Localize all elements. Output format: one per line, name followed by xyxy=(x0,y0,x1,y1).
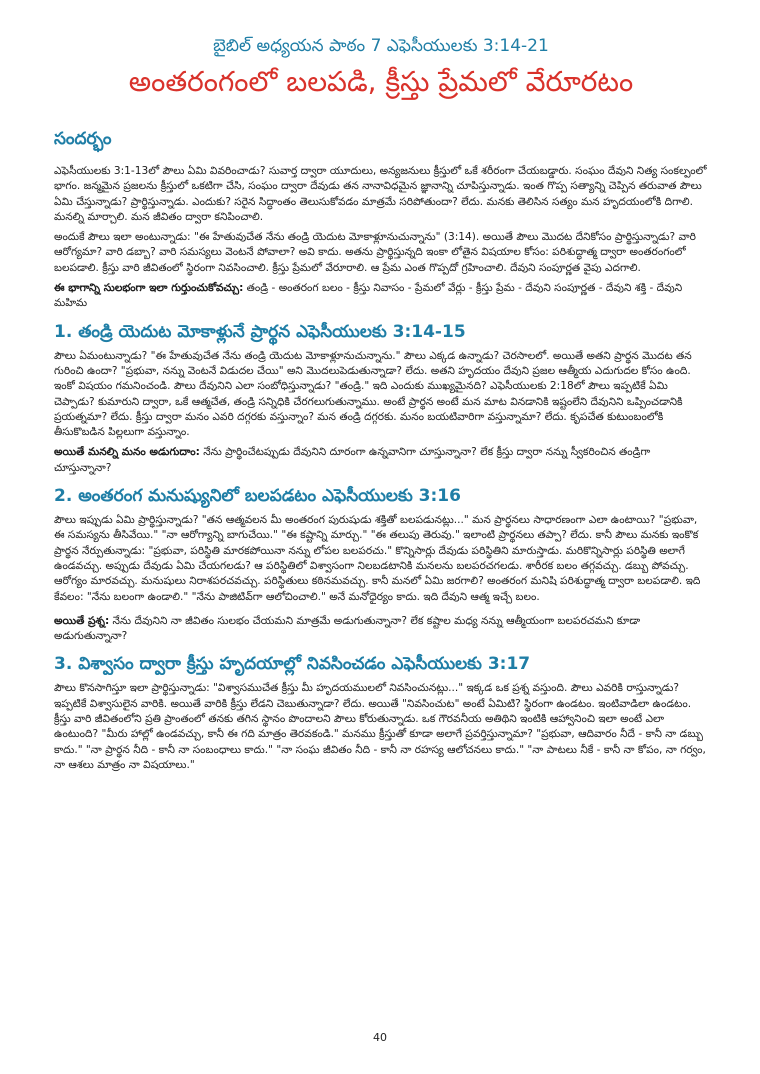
context-paragraph-2: అందుకే పౌలు ఇలా అంటున్నాడు: "ఈ హేతువుచేత నేను తండ్రి యెదుట మోకాళ్లూనుచున్నాను" (3:14). అయితే పౌలు మొదట దేనికోసం ప్రార్థిస్తున్నాడు? వారి ఆరోగ్యమా? వారి డబ్బా? వారి సమస్యలు వెంటనే పోవాలా? అవి కాదు. అతను ప్రార్థిస్తున్నది ఇంకా లోతైన విషయాల కోసం: పరిశుద్ధాత్మ ద్వారా అంతరంగంలో బలపడాలి. క్రీస్తు వారి జీవితంలో స్థిరంగా నివసించాలి. క్రీస్తు ప్రేమలో వేరూరాలి. ఆ ప్రేమ ఎంత గొప్పదో గ్రహించాలి. దేవుని సంపూర్ణత వైపు ఎదగాలి. xyxy=(54,231,696,274)
summary-text: తండ్రి - అంతరంగ బలం - క్రీస్తు నివాసం - ప్రేమలో వేర్లు - క్రీస్తు ప్రేమ - దేవుని సంపూర్ణత - దేవుని శక్తి - దేవుని మహిమ xyxy=(54,282,683,310)
context-summary xyxy=(54,281,708,312)
lesson-title: అంతరంగంలో బలపడి, క్రీస్తు ప్రేమలో వేరూరటం xyxy=(128,65,634,98)
section-1-heading: 1. తండ్రి యెదుట మోకాళ్లునే ప్రార్థన ఎఫెసీయులకు 3:14-15 xyxy=(54,321,466,342)
question-label: అయితే మనల్ని మనం అడుగుదాం: xyxy=(54,446,200,459)
question-label: అయితే ప్రశ్న: xyxy=(54,614,110,627)
section-1 xyxy=(54,321,708,476)
context-section xyxy=(54,128,708,312)
section-3-heading: 3. విశ్వాసం ద్వారా క్రీస్తు హృదయాల్లో నివసించడం ఎఫెసీయులకు 3:17 xyxy=(54,654,531,675)
lesson-subtitle: బైబిల్ అధ్యయన పాఠం 7 ఎఫెసీయులకు 3:14-21 xyxy=(213,36,549,56)
section-2-heading: 2. అంతరంగ మనుష్యునిలో బలపడటం ఎఫెసీయులకు 3:16 xyxy=(54,486,461,507)
section-3 xyxy=(54,653,708,773)
section-3-paragraph-1: పౌలు కొనసాగిస్తూ ఇలా ప్రార్థిస్తున్నాడు: "విశ్వాసముచేత క్రీస్తు మీ హృదయములలో నివసించునట్లు..." ఇక్కడ ఒక ప్రశ్న వస్తుంది. పౌలు ఎవరికి రాస్తున్నాడు? ఇప్పటికే విశ్వాసులైన వారికి. అయితే వారికి క్రీస్తు లేడని చెబుతున్నాడా? లేదు. అయితే "నివసించుట" అంటే ఏమిటి? స్థిరంగా ఉండటం. ఇంటివాడిలా ఉండటం. క్రీస్తు వారి జీవితంలోని ప్రతి ప్రాంతంలో తనకు తగిన స్థానం పొందాలని పౌలు కోరుతున్నాడు. ఒక గౌరవనీయ అతిథిని ఇంటికి ఆహ్వానించి ఇలా అంటే ఎలా ఉంటుంది? "మీరు హాల్లో ఉండవచ్చు, కానీ ఈ గది మాత్రం తెరవకండి." మనము క్రీస్తుతో కూడా అలాగే ప్రవర్తిస్తున్నామా? "ప్రభువా, ఆదివారం నీదే - కానీ నా డబ్బు కాదు." "నా ప్రార్థన నీది - కానీ నా సంబంధాలు కాదు." "నా సంఘ జీవితం నీది - కానీ నా రహస్య ఆలోచనలు కాదు." "నా పాటలు నీకే - కానీ నా కోపం, నా గర్వం, నా ఆశలు మాత్రం నా విషయాలు." xyxy=(54,682,706,771)
section-1-paragraph-1: పౌలు ఏమంటున్నాడు? "ఈ హేతువుచేత నేను తండ్రి యెదుట మోకాళ్లూనుచున్నాను." పౌలు ఎక్కడ ఉన్నాడు? చెరసాలలో. అయితే అతని ప్రార్థన మొదట తన గురించి ఉందా? "ప్రభువా, నన్ను వెంటనే విడుదల చేయి" అని మొదలుపెడుతున్నాడా? లేదు. అతని హృదయం దేవుని ప్రజల ఆత్మీయ ఎదుగుదల కోసం ఉంది. ఇంకో విషయం గమనించండి. పౌలు దేవునిని ఎలా సంబోధిస్తున్నాడు? "తండ్రి." ఇది ఎందుకు ముఖ్యమైనది? ఎఫెసీయులకు 2:18లో పౌలు ఇప్పటికే ఏమి చెప్పాడు? కుమారుని ద్వారా, ఒకే ఆత్మచేత, తండ్రి సన్నిధికి చేరగలుగుతున్నాము. అంటే ప్రార్థన అంటే మన మాట వినడానికి ఇష్టంలేని దేవునిని ఒప్పించడానికి ప్రయత్నమా? లేదు. క్రీస్తు ద్వారా మనం ఎవరి దగ్గరకు వస్తున్నాం? మన తండ్రి దగ్గరకు. మనం బయటివారిగా వస్తున్నామా? లేదు. కృపచేత కుటుంబంలోకి తీసుకొబడిన పిల్లలుగా వస్తున్నాం. xyxy=(54,349,692,439)
context-heading: సందర్భం xyxy=(54,129,112,149)
question-text: నేను దేవునిని నా జీవితం సులభం చేయమని మాత్రమే అడుగుతున్నానా? లేక కష్టాల మధ్య నన్ను ఆత్మీయంగా బలపరచమని కూడా అడుగుతున్నానా? xyxy=(54,614,641,643)
page-number: 40 xyxy=(373,1031,387,1044)
question-text: నేను ప్రార్థించేటప్పుడు దేవునిని దూరంగా ఉన్నవానిగా చూస్తున్నానా? లేక క్రీస్తు ద్వారా నన్ను స్వీకరించిన తండ్రిగా చూస్తున్నానా? xyxy=(54,446,651,474)
summary-label: ఈ భాగాన్ని సులభంగా ఇలా గుర్తుంచుకోవచ్చు: xyxy=(54,282,244,295)
section-2 xyxy=(54,485,708,644)
context-paragraph-1: ఎఫెసీయులకు 3:1-13లో పౌలు ఏమి వివరించాడు? సువార్త ద్వారా యూదులు, అన్యజనులు క్రీస్తులో ఒకే శరీరంగా చేయబడ్డారు. సంఘం దేవుని నిత్య సంకల్పంలో భాగం. జన్మమైన ప్రజలను క్రీస్తులో ఒకటిగా చేసి, సంఘం ద్వారా దేవుడు తన నానావిధమైన జ్ఞానాన్ని చూపిస్తున్నాడు. ఇంత గొప్ప సత్యాన్ని చెప్పిన తరువాత పౌలు ఏమి చేస్తున్నాడు? ప్రార్థిస్తున్నాడు. ఎందుకు? సరైన సిద్ధాంతం తెలుసుకోవడం మాత్రమే సరిపోతుందా? లేదు. మనకు తెలిసిన సత్యం మన హృదయంలోకి దిగాలి. మనల్ని మార్చాలి. మన జీవితం ద్వారా కనిపించాలి. xyxy=(54,165,707,223)
section-2-paragraph-1: పౌలు ఇప్పుడు ఏమి ప్రార్థిస్తున్నాడు? "తన ఆత్మవలన మీ అంతరంగ పురుషుడు శక్తితో బలపడునట్లు..." మన ప్రార్థనలు సాధారణంగా ఎలా ఉంటాయి? "ప్రభువా, ఈ సమస్యను తీసివేయి." "నా ఆరోగ్యాన్ని బాగుచేయి." "ఈ కష్టాన్ని మార్చు." "ఈ తలుపు తెరువు." ఇలాంటి ప్రార్థనలు తప్పా? లేదు. కానీ పౌలు మనకు ఇంకొక ప్రార్థన నేర్పుతున్నాడు: "ప్రభువా, పరిస్థితి మారకపోయినా నన్ను లోపల బలపరచు." కొన్నిసార్లు దేవుడు పరిస్థితిని మారుస్తాడు. మరికొన్నిసార్లు పరిస్థితి అలాగే ఉండవచ్చు. అప్పుడు దేవుడు ఏమి చేయగలడు? ఆ పరిస్థితిలో విశ్వాసంగా నిలబడటానికి మనలను బలపరచగలడు. శారీరక బలం తగ్గవచ్చు. డబ్బు పోవచ్చు. ఆరోగ్యం మారవచ్చు. మనుషులు నిరాశపరచవచ్చు. పరిస్థితులు కఠినమవచ్చు. కానీ మనలో ఏమి జరగాలి? అంతరంగ మనిషి పరిశుద్ధాత్మ ద్వారా బలపడాలి. ఇది కేవలం: "నేను బలంగా ఉండాలి." "నేను పాజిటివ్‌గా ఆలోచించాలి." అనే మనోధైర్యం కాదు. ఇది దేవుని ఆత్మ ఇచ్చే బలం. xyxy=(54,514,701,603)
section-2-question xyxy=(54,614,708,645)
section-1-question xyxy=(54,445,708,476)
